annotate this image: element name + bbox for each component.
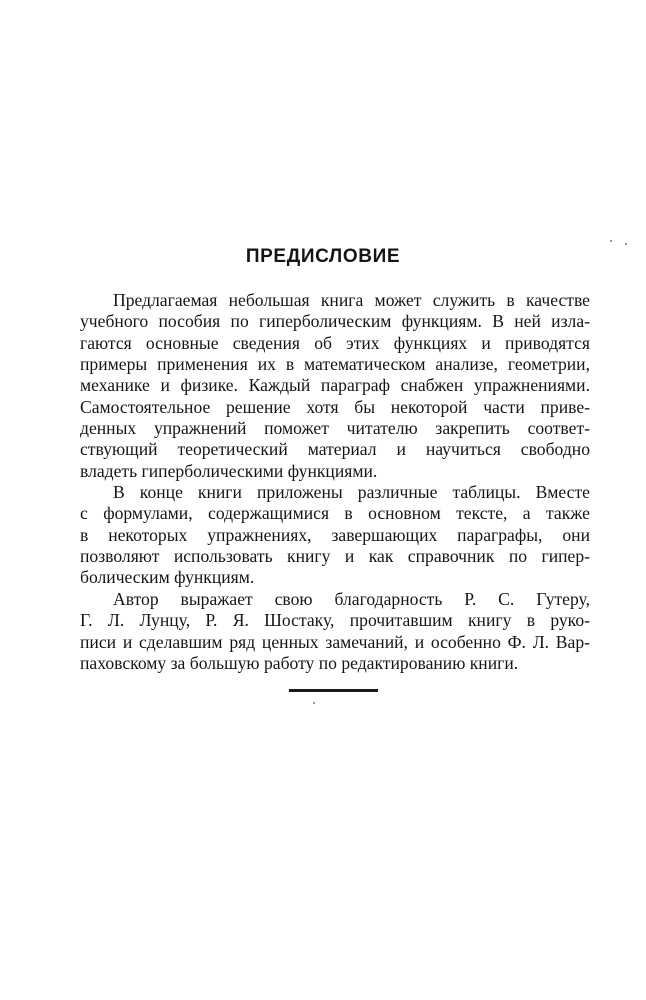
text-line: Автор выражает свою благодарность Р. С. Гутеру,	[113, 588, 590, 609]
text-line: примеры применения их в математическом анализе, геометрии,	[80, 354, 590, 375]
print-speck	[313, 702, 315, 704]
text-line: Г. Л. Лунцу, Р. Я. Шостаку, прочитавшим книгу в руко-	[80, 610, 590, 631]
text-line: денных упражнений поможет читателю закрепить соответ-	[80, 418, 590, 439]
text-line: позволяют использовать книгу и как справочник по гипер-	[80, 546, 590, 567]
paragraph-3	[80, 589, 590, 674]
text-line: Предлагаемая небольшая книга может служить в качестве	[113, 290, 590, 310]
text-line: паховскому за большую работу по редактированию книги.	[80, 652, 519, 673]
text-line: владеть гиперболическими функциями.	[80, 460, 378, 481]
paragraph-2	[80, 482, 590, 589]
section-end-rule	[289, 689, 378, 692]
text-line: ствующий теоретический материал и научиться свободно	[80, 439, 590, 460]
text-line: учебного пособия по гиперболическим функциям. В ней изла-	[80, 311, 590, 332]
print-speck	[610, 240, 612, 242]
text-line: В конце книги приложены различные таблицы. Вместе	[113, 482, 590, 503]
paragraph-1	[80, 290, 590, 482]
text-line: с формулами, содержащимися в основном тексте, а также	[80, 503, 590, 524]
page-title: ПРЕДИСЛОВИЕ	[245, 246, 401, 267]
text-line: гаются основные сведения об этих функциях и приводятся	[80, 332, 590, 353]
text-line: писи и сделавшим ряд ценных замечаний, и особенно Ф. Л. Вар-	[80, 631, 590, 652]
print-speck	[625, 243, 627, 245]
text-line: механике и физике. Каждый параграф снабжен упражнениями.	[80, 375, 590, 396]
text-line: болическим функциям.	[80, 567, 255, 588]
text-line: в некоторых упражнениях, завершающих параграфы, они	[80, 524, 590, 545]
text-line: Самостоятельное решение хотя бы некоторой части приве-	[80, 396, 590, 417]
preface-body	[80, 290, 590, 674]
